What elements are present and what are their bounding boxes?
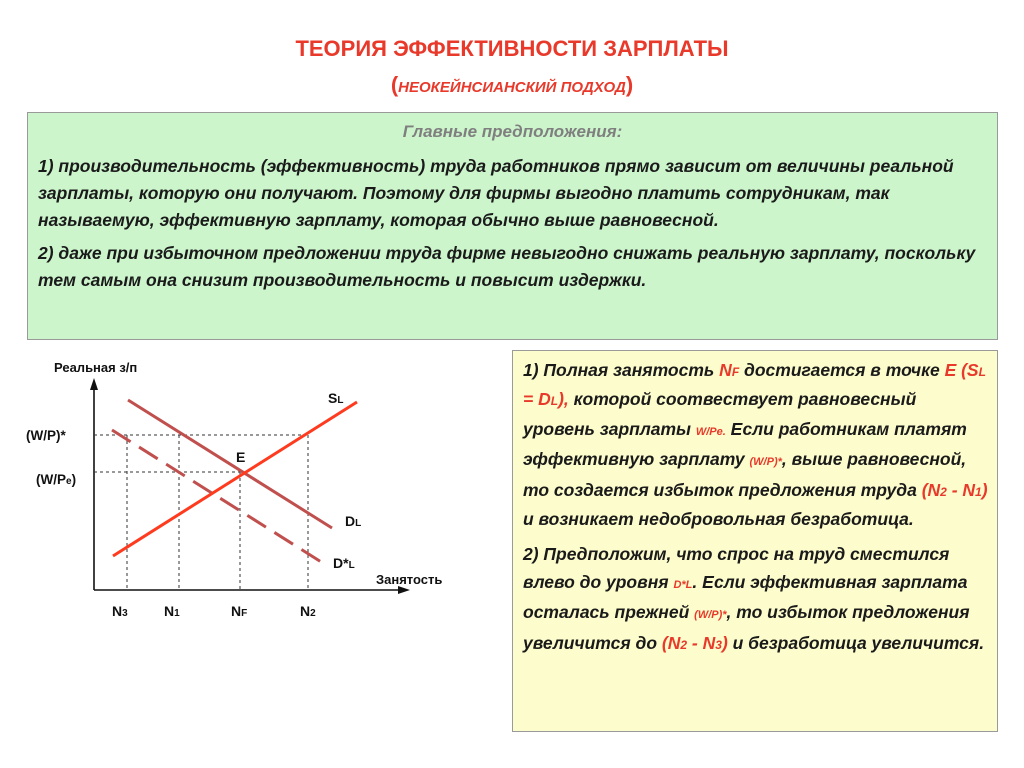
tick-wp-e: (W/Pe) [36,472,77,487]
assumptions-heading: Главные предположения: [402,122,623,141]
label-shifted-demand: D*L [333,555,355,571]
page-subtitle: (НЕОКЕЙНСИАНСКИЙ ПОДХОД) [390,72,634,97]
labor-market-graph [0,350,505,630]
tick-n2: N2 [300,603,316,619]
assumptions-box [27,112,998,340]
tick-nf: NF [231,603,248,619]
demand-curve [128,400,332,528]
y-axis-label: Реальная з/п [54,360,138,375]
shifted-demand-curve [112,430,326,565]
assumption-2: 2) даже при избыточном предложении труда фирме невыгодно снижать реальную зарплату, поскольку тем самым она снизит производительность и повысит издержки. [38,243,976,290]
tick-n3: N3 [112,603,128,619]
label-supply: SL [328,390,344,406]
x-axis-label: Занятость [376,572,443,587]
page-title: ТЕОРИЯ ЭФФЕКТИВНОСТИ ЗАРПЛАТЫ [295,36,729,61]
label-equilibrium: E [236,449,246,465]
y-axis-arrow [90,378,98,390]
assumption-1: 1) производительность (эффективность) труда работников прямо зависит от величины реальной зарплаты, которую они получают. Поэтому для фирмы выгодно платить сотрудникам, так называемую, эффективную зарплату, которая обычно выше равновесной. [38,156,954,230]
label-demand: DL [345,513,362,529]
tick-n1: N1 [164,603,180,619]
tick-wp-star: (W/P)* [26,428,66,443]
explanation-1: 1) Полная занятость NF достигается в точке E (SL = DL), которой соотвествует равновесный уровень зарплаты W/Pe. Если работникам платят эффективную зарплату (W/P)*, выше равновесной, то создается избыток предложения труда (N2 - N1) и возникает недобровольная безработица. [523,360,988,530]
x-axis-arrow [398,586,410,594]
explanation-2: 2) Предположим, что спрос на труд сместился влево до уровня D*L. Если эффективная зарплата осталась прежней (W/P)*, то избыток предложения увеличится до (N2 - N3) и безработица увеличится. [523,544,985,653]
explanation-box [512,350,998,732]
supply-curve [113,402,357,556]
